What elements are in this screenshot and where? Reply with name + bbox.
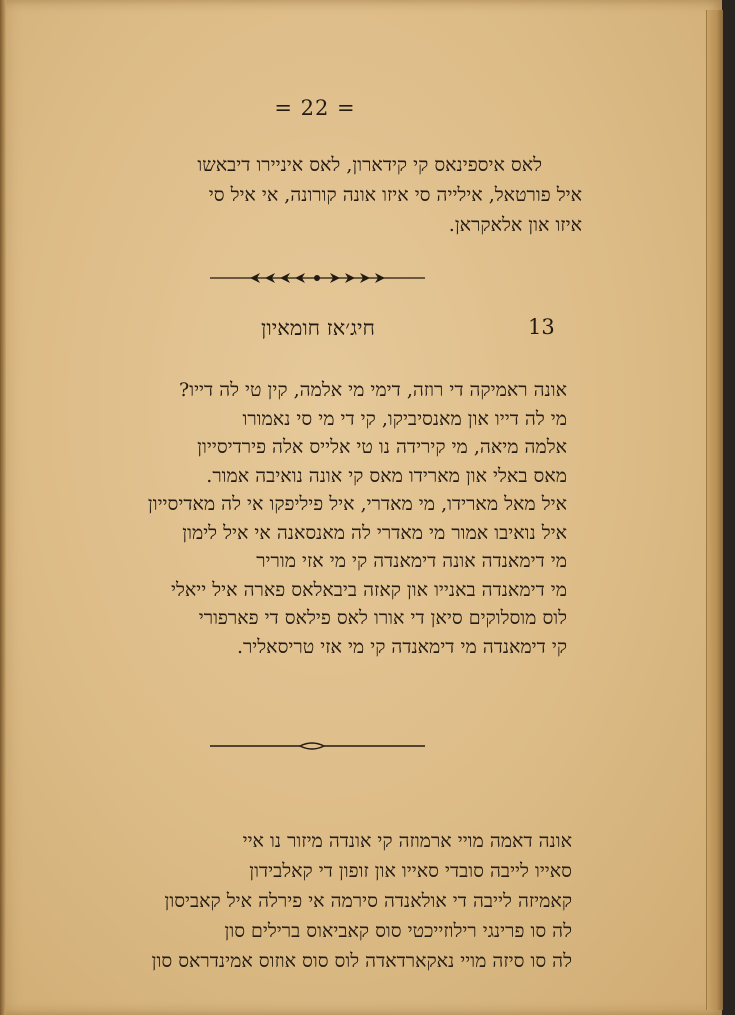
poem-line: לוס מוסלוקים סיאן די אורו לאס פילאס די פארפורי <box>198 607 567 629</box>
poem-line: לה סו סיזה מויי נאקארדאדה לוס סוס אוזוס אמינדראס סון <box>151 950 572 972</box>
poem-line: אונה ראמיקה די רוזה, דימי מי אלמה, קין טי לה דייו? <box>179 379 567 401</box>
poem-line: לה סו פרינגי רילוזייכטי סוס קאביאוס ברילים סון <box>224 920 572 942</box>
poem-line: מאס באלי און מארידו מאס קי אונה נואיבה אמור. <box>206 464 567 487</box>
poem-line: איל נואיבו אמור מי מאדרי לה מאנסאנה אי איל לימון <box>182 521 567 544</box>
poem-line: קי דימאנדה מי דימאנדה קי מי אזי טריסאליר. <box>236 635 567 658</box>
book-spine <box>0 0 6 1015</box>
intro-line: לאס איספינאס קי קידארון, לאס איניירו דיבאשו <box>197 154 542 176</box>
poem-line: אונה דאמה מויי ארמוזה קי אונדה מיזור נו איי <box>242 830 572 852</box>
page-edge <box>706 10 723 1010</box>
poem-line: מי דימאנדה אונה דימאנדה קי מי אזי מוריר <box>256 550 567 572</box>
poem-title: חיג׳אז חומאיון <box>261 316 375 340</box>
intro-line: איל פורטאל, אילייה סי איזו אונה קורונה, אי איל סי <box>208 184 582 206</box>
poem-line: מי לה דייו און מאנסיביקו, קי די מי סי נאמורו <box>242 407 567 430</box>
poem-stanza-continued <box>52 826 572 976</box>
poem-number: 13 <box>528 315 555 339</box>
intro-paragraph <box>62 150 582 240</box>
section-divider-icon <box>210 736 425 756</box>
poem-line: איל מאל מארידו, מי מאדרי, איל פיליפקו אי לה מאדיסייון <box>147 493 567 515</box>
poem-line: קאמיזה לייבה די אולאנדה סירמה אי פירלה איל קאביסון <box>164 890 572 912</box>
poem-stanza <box>47 376 567 661</box>
poem-line: מי דימאנדה באנייו און קאזה ביבאלאס פארה איל ייאלי <box>171 578 567 601</box>
poem-line: סאייו לייבה סובדי סאייו און זופון די קאלבידון <box>249 860 572 882</box>
ornament-divider-icon <box>210 268 425 288</box>
poem-line: אלמה מיאה, מי קירידה נו טי אלייס אלה פירדיסייון <box>197 436 567 458</box>
page-number: = 22 = <box>274 96 356 120</box>
intro-line: איזו און אלאקראן. <box>448 214 582 236</box>
